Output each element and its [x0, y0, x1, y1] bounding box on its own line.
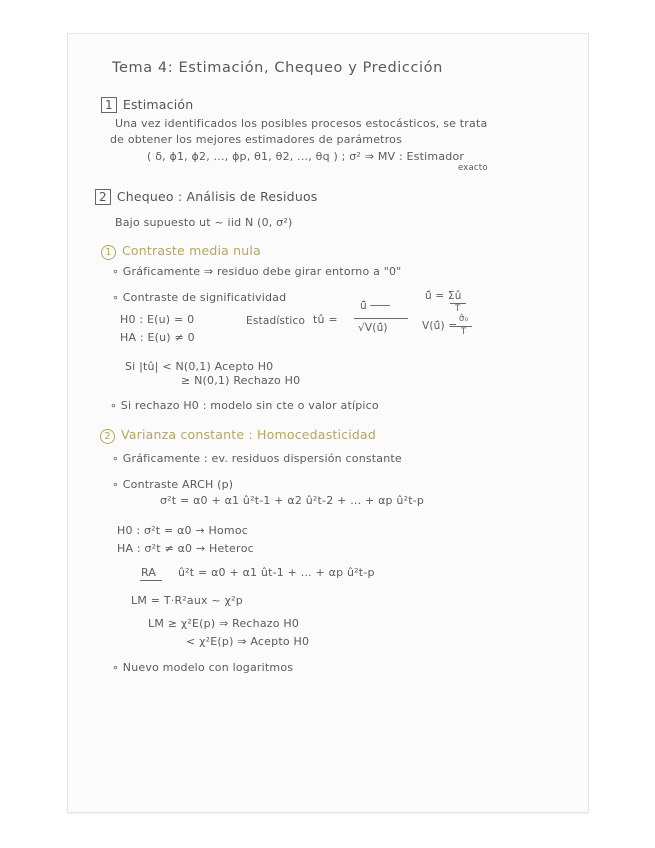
s1-text-line-2: de obtener los mejores estimadores de parámetros: [110, 133, 403, 146]
c1-decision-reject: ≥ N(0,1) Rechazo H0: [181, 374, 301, 387]
c2-ra-equation: û²t = α0 + α1 ût-1 + ... + αp û²t-p: [178, 566, 375, 579]
c2-ra-label: RA: [141, 566, 157, 579]
contrast-1-heading: [101, 243, 261, 260]
c2-h0: H0 : σ²t = α0 → Homoc: [117, 524, 249, 537]
c1-variance-lhs: V(ū̂) =: [422, 320, 458, 332]
c2-ra-underline: [140, 580, 162, 581]
c2-lm-accept: < χ²E(p) ⇒ Acepto H0: [186, 635, 310, 648]
c1-mean-formula: ū̂ = Σû: [425, 290, 462, 302]
contrast-2-title: Varianza constante : Homocedasticidad: [121, 427, 377, 442]
contrast-1-title: Contraste media nula: [122, 243, 261, 258]
section-1-title: Estimación: [122, 97, 194, 112]
c1-variance-denominator: T: [461, 327, 467, 337]
c1-mean-denominator: T: [455, 304, 461, 314]
c2-arch-equation: σ²t = α0 + α1 û²t-1 + α2 û²t-2 + ... + αp û²t-p: [160, 494, 425, 507]
section-2-title: Chequeo : Análisis de Residuos: [116, 189, 318, 204]
c1-t-stat-fraction-bar: [354, 318, 408, 319]
c1-bullet-significance: ∘ Contraste de significatividad: [112, 291, 287, 304]
c1-h0: H0 : E(u) = 0: [120, 313, 195, 326]
c2-bullet-log-model: ∘ Nuevo modelo con logaritmos: [112, 661, 294, 674]
contrast-2-number: 2: [100, 429, 115, 444]
c1-estadistico-label: Estadístico: [246, 315, 306, 327]
c1-bullet-reject-note: ∘ Si rechazo H0 : modelo sin cte o valor atípico: [110, 399, 379, 412]
section-1-number: 1: [101, 97, 117, 113]
page-title: Tema 4: Estimación, Chequeo y Predicción: [112, 60, 443, 76]
c1-variance-numerator: σ̂₀: [459, 314, 469, 324]
c2-lm-statistic: LM = T·R²aux ~ χ²p: [131, 594, 243, 607]
section-1-heading: [101, 97, 193, 113]
c2-bullet-graphical: ∘ Gráficamente : ev. residuos dispersión constante: [112, 452, 402, 465]
s1-parameter-list: ( δ, ϕ1, ϕ2, ..., ϕp, θ1, θ2, ..., θq ) ; σ² ⇒ MV : Estimador: [147, 150, 465, 163]
c2-lm-reject: LM ≥ χ²E(p) ⇒ Rechazo H0: [148, 617, 300, 630]
s2-assumption: Bajo supuesto ut ~ iid N (0, σ²): [115, 216, 293, 229]
contrast-2-heading: [100, 427, 376, 444]
c2-h1: HA : σ²t ≠ α0 → Heterоc: [117, 542, 254, 555]
contrast-1-number: 1: [101, 245, 116, 260]
c1-h1: HA : E(u) ≠ 0: [120, 331, 195, 344]
section-2-heading: [95, 189, 318, 205]
s1-exacto: exacto: [458, 163, 488, 173]
c1-bullet-graphical: ∘ Gráficamente ⇒ residuo debe girar entorno a "0": [112, 265, 402, 278]
c1-t-stat-denominator: √V(ū̂): [358, 322, 388, 334]
c1-decision-accept: Si |tû| < N(0,1) Acepto H0: [125, 360, 274, 373]
c2-bullet-arch: ∘ Contraste ARCH (p): [112, 478, 234, 491]
c1-t-stat-lhs: tû =: [313, 313, 338, 326]
s1-text-line-1: Una vez identificados los posibles procesos estocásticos, se trata: [115, 117, 488, 130]
c1-t-stat-numerator: ū̂ ───: [360, 300, 390, 312]
section-2-number: 2: [95, 189, 111, 205]
